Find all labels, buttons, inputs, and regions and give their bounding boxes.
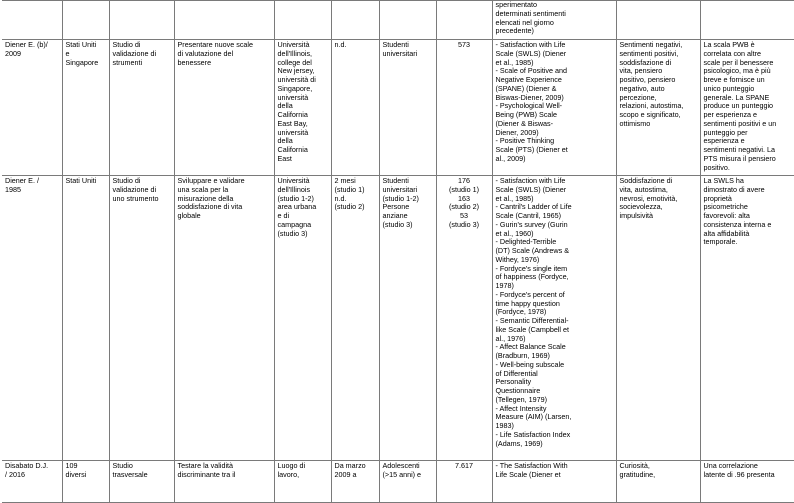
cell-text-line: Scale (SWLS) (Diener [495,184,567,194]
cell-text-line: unico punteggio [703,83,755,93]
cell-text-line: elencati nel giorno [495,17,554,27]
cell-text-line: validazione di [112,184,157,194]
cell-results [700,1,794,40]
cell-duration [331,176,379,461]
cell-text-line: Scale (Cantril, 1965) [495,211,562,220]
cell-country [62,1,109,40]
cell-instruments [492,1,616,40]
cell-country [62,461,109,503]
cell-text-line: generale. La SPANE [703,92,770,102]
cell-text-line: diversi [65,469,87,479]
cell-text-line: (studio 3) [382,219,413,229]
cell-text-line: PTS misura il pensiero [703,153,776,163]
table-row [2,40,794,176]
cell-author-year [2,1,62,40]
cell-text-line: college del [277,57,312,67]
cell-sample-size [436,461,492,503]
cell-text-line: - Fordyce's single item [495,263,568,273]
cell-text-line: Soddisfazione di [619,176,673,185]
cell-population [379,1,436,40]
cell-outcomes [616,1,700,40]
cell-duration [331,461,379,503]
cell-text-line: temporale. [703,237,738,247]
cell-text-line: una scala per la [177,184,229,194]
cell-text-line: Luogo di [277,461,306,470]
cell-text-line: favorevoli: alta [703,211,750,220]
cell-text-line: / 2016 [5,469,25,479]
cell-setting [274,40,331,176]
cell-text-line: validazione di [112,48,157,58]
cell-objective [174,40,274,176]
cell-text-line: 2 mesi [334,176,356,185]
cell-results [700,461,794,503]
cell-text-line: Sentimenti negativi, [619,40,683,49]
cell-text-line: n.d. [334,193,347,203]
cell-text-line: lavoro, [277,469,300,479]
cell-results [700,176,794,461]
cell-text-line: percezione, [619,92,657,102]
cell-text-line: produce un punteggio [703,101,774,111]
cell-text-line: 53 [460,211,468,220]
cell-study-design [109,461,174,503]
cell-text-line: Curiosità, [619,461,650,470]
cell-study-design [109,40,174,176]
cell-text-line: ottimismo [619,118,651,128]
cell-text-line: università [277,127,309,137]
cell-setting [274,176,331,461]
cell-text-line: misurazione della [177,193,234,203]
cell-text-line: Scale (SWLS) (Diener [495,48,567,58]
cell-text-line: Life Scale (Diener et [495,469,561,479]
cell-text-line: alta affidabilità [703,228,750,238]
cell-text-line: e [65,48,70,58]
cell-outcomes [616,176,700,461]
table-row [2,176,794,461]
cell-text-line: al., 2009) [495,153,526,163]
cell-text-line: East [277,153,292,163]
cell-text-line: of happiness (Fordyce, [495,272,569,282]
cell-text-line: Università [277,40,310,49]
cell-text-line: La scala PWB è [703,40,755,49]
cell-text-line: New jersey, [277,66,315,76]
cell-author-year [2,40,62,176]
cell-setting [274,1,331,40]
cell-text-line: Studio di [112,176,141,185]
cell-text-line: Diener E. (b)/ [5,40,48,49]
cell-text-line: Studenti [382,176,409,185]
cell-text-line: - The Satisfaction With [495,461,568,470]
cell-duration [331,1,379,40]
cell-text-line: Studio [112,461,133,470]
cell-text-line: East Bay, [277,118,308,128]
cell-text-line: area urbana [277,202,317,212]
cell-text-line: della [277,136,293,146]
cell-text-line: (studio 1) [449,184,479,194]
cell-text-line: (studio 2) [334,202,365,212]
cell-text-line: Università [277,176,310,185]
cell-text-line: - Delighted-Terrible [495,237,557,247]
cell-sample-size [436,40,492,176]
literature-review-table [2,0,794,503]
cell-author-year [2,461,62,503]
cell-text-line: - Satisfaction with Life [495,40,566,49]
cell-text-line: like Scale (Campbell et [495,324,570,334]
cell-duration [331,40,379,176]
cell-text-line: Studio di [112,40,141,49]
cell-text-line: (Adams, 1969) [495,438,543,448]
cell-text-line: sentimenti positivi e un [703,118,777,128]
cell-text-line: Personality [495,377,532,387]
cell-text-line: vita, autostima, [619,184,668,194]
cell-text-line: 2009 [5,48,21,58]
cell-objective [174,1,274,40]
cell-text-line: n.d. [334,40,347,49]
cell-text-line: benessere [177,57,212,67]
cell-text-line: università [277,92,309,102]
cell-text-line: Presentare nuove scale [177,40,254,49]
cell-text-line: socievolezza, [619,202,663,212]
cell-text-line: Disabato D.J. [5,461,49,470]
table-row [2,461,794,503]
cell-text-line: Testare la validità [177,461,234,470]
cell-text-line: et al., 1960) [495,228,534,238]
cell-text-line: (studio 1) [334,184,365,194]
cell-text-line: - Well-being subscale [495,359,565,369]
cell-text-line: per esperienza e [703,110,758,119]
cell-text-line: 2009 a [334,469,357,479]
cell-text-line: Stati Uniti [65,176,97,185]
cell-text-line: relazioni, autostima, [619,101,684,111]
cell-text-line: (studio 3) [277,228,308,238]
cell-text-line: proprietà [703,193,732,203]
cell-results [700,40,794,176]
cell-text-line: - Affect Intensity [495,403,547,413]
cell-text-line: Studenti [382,40,409,49]
cell-text-line: campagna [277,219,312,229]
cell-text-line: psicometriche [703,202,748,212]
cell-instruments [492,40,616,176]
cell-text-line: Da marzo [334,461,366,470]
cell-text-line: precedente) [495,26,534,36]
cell-population [379,40,436,176]
cell-text-line: 176 [458,176,470,185]
cell-text-line: anziane [382,211,408,220]
cell-text-line: nevrosi, emotività, [619,193,678,203]
cell-text-line: 1983) [495,421,514,430]
cell-text-line: strumenti [112,57,143,67]
cell-text-line: latente di .96 presenta [703,469,775,479]
cell-text-line: della [277,101,293,111]
cell-text-line: - Psychological Well- [495,101,563,111]
cell-text-line: - Affect Balance Scale [495,342,566,352]
cell-text-line: Diener E. / [5,176,39,185]
cell-text-line: La SWLS ha [703,176,744,185]
cell-text-line: (studio 1-2) [382,193,419,203]
cell-text-line: università di [277,75,316,84]
cell-text-line: - Semantic Differential- [495,316,569,325]
cell-text-line: (Fordyce, 1978) [495,307,547,317]
cell-text-line: California [277,110,308,119]
cell-text-line: (SPANE) (Diener & [495,83,557,93]
cell-text-line: positivo. [703,162,730,172]
cell-text-line: (>15 anni) e [382,469,422,479]
cell-text-line: trasversale [112,469,148,479]
cell-text-line: - Scale of Positive and [495,66,568,76]
cell-instruments [492,176,616,461]
cell-text-line: Persone [382,202,410,212]
cell-text-line: Adolescenti [382,461,420,470]
cell-text-line: - Satisfaction with Life [495,176,566,185]
cell-text-line: 163 [458,193,470,203]
cell-text-line: breve e fornisce un [703,75,765,84]
cell-outcomes [616,40,700,176]
cell-text-line: et al., 1985) [495,57,534,67]
cell-text-line: al., 1976) [495,333,526,343]
cell-text-line: 109 [65,461,78,470]
cell-text-line: - Gurin's survey (Gurin [495,219,568,229]
cell-sample-size [436,176,492,461]
cell-text-line: sentimenti negativi. La [703,145,776,154]
cell-text-line: Biswas-Diener, 2009) [495,92,564,102]
cell-outcomes [616,461,700,503]
cell-study-design [109,176,174,461]
cell-instruments [492,461,616,503]
table-row [2,1,794,40]
cell-text-line: Scale (PTS) (Diener et [495,145,568,154]
cell-text-line: (Diener & Biswas- [495,118,554,128]
cell-text-line: (studio 1-2) [277,193,314,203]
cell-text-line: esperienza e [703,136,745,146]
cell-text-line: (Tellegen, 1979) [495,394,548,404]
cell-author-year [2,176,62,461]
cell-objective [174,176,274,461]
cell-text-line: universitari [382,48,418,58]
cell-text-line: gratitudine, [619,469,656,479]
cell-text-line: dell'Illinois [277,184,311,194]
cell-text-line: e di [277,211,290,220]
cell-text-line: Questionnaire [495,386,541,395]
cell-text-line: (studio 3) [449,219,479,229]
cell-text-line: - Life Satisfaction Index [495,429,571,439]
cell-country [62,40,109,176]
cell-text-line: soddisfazione di vita [177,202,243,212]
cell-text-line: Stati Uniti [65,40,97,49]
cell-text-line: Singapore, [277,83,313,93]
cell-text-line: Singapore [65,57,99,67]
cell-text-line: negativo, auto [619,83,665,93]
cell-text-line: di valutazione del [177,48,234,58]
cell-text-line: correlata con altre [703,48,762,58]
cell-text-line: - Cantril's Ladder of Life [495,202,572,212]
cell-text-line: discriminante tra il [177,469,236,479]
cell-text-line: sentimenti positivi, [619,48,679,58]
cell-text-line: consistenza interna e [703,219,772,229]
cell-population [379,461,436,503]
cell-text-line: 1985 [5,184,21,194]
cell-text-line: - Fordyce's percent of [495,289,565,299]
cell-text-line: time happy question [495,298,560,308]
cell-text-line: Sviluppare e validare [177,176,245,185]
cell-text-line: Being (PWB) Scale [495,110,558,119]
cell-text-line: punteggio per [703,127,748,137]
cell-study-design [109,1,174,40]
cell-text-line: (DT) Scale (Andrews & [495,246,569,255]
cell-text-line: scopo e significato, [619,110,681,119]
cell-text-line: - Positive Thinking [495,136,555,146]
cell-country [62,176,109,461]
cell-text-line: (Bradburn, 1969) [495,351,550,360]
cell-text-line: universitari [382,184,418,194]
cell-text-line: Measure (AIM) (Larsen, [495,412,572,422]
cell-text-line: globale [177,211,201,220]
cell-text-line: psicologico, ma è più [703,66,771,76]
cell-text-line: of Differential [495,368,538,378]
cell-text-line: impulsività [619,211,654,220]
cell-text-line: soddisfazione di [619,57,672,67]
cell-text-line: positivo, pensiero [619,75,676,84]
cell-objective [174,461,274,503]
cell-text-line: (studio 2) [449,202,479,212]
cell-text-line: dimostrato di avere [703,184,765,194]
cell-text-line: California [277,145,308,154]
cell-sample-size [436,1,492,40]
cell-text-line: Negative Experience [495,75,562,84]
cell-text-line: determinati sentimenti [495,8,566,18]
cell-text-line: Una correlazione [703,461,758,470]
cell-text-line: 1978) [495,281,514,290]
cell-text-line: dell'Illinois, [277,48,313,58]
cell-text-line: uno strumento [112,193,159,203]
cell-text-line: scale per il benessere [703,57,774,67]
cell-text-line: sperimentato [495,0,538,9]
cell-text-line: vita, pensiero [619,66,663,76]
cell-text-line: Diener, 2009) [495,127,539,137]
cell-setting [274,461,331,503]
cell-text-line: 7.617 [455,461,473,470]
cell-population [379,176,436,461]
cell-text-line: et al., 1985) [495,193,534,203]
cell-text-line: Withey, 1976) [495,254,540,264]
cell-text-line: 573 [458,40,470,49]
